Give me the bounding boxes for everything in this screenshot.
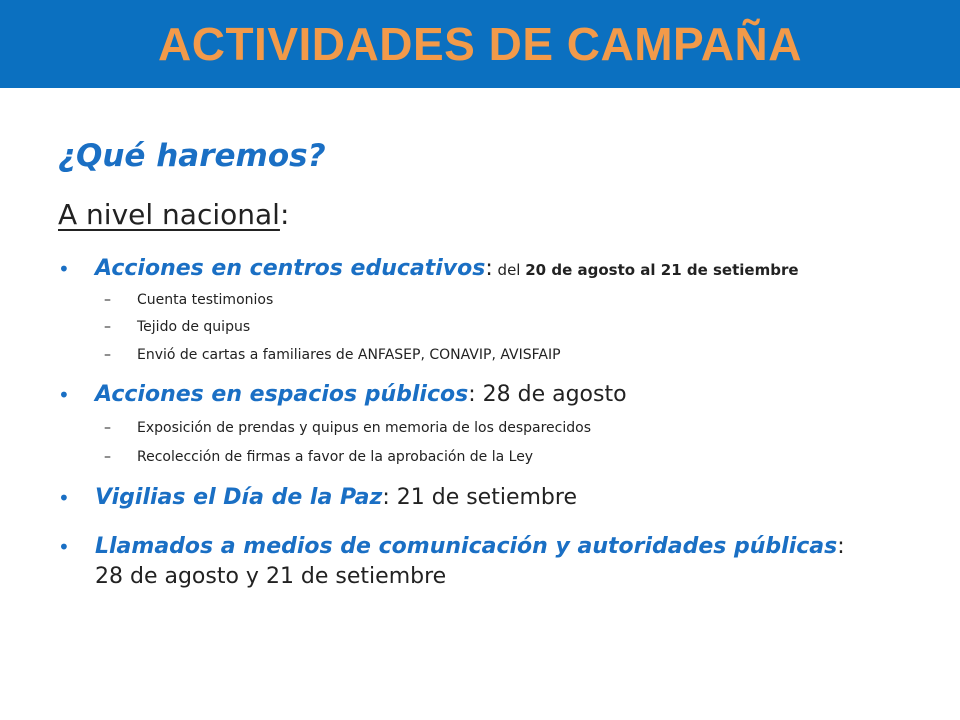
title-bar: [0, 0, 960, 88]
dash-glyph: –: [104, 449, 111, 465]
bullet-prefix: del: [492, 261, 526, 279]
bullet-item: [58, 483, 577, 513]
bullet-glyph: •: [58, 535, 70, 559]
bullet-colon: :: [468, 382, 476, 407]
sub-item: [104, 418, 591, 438]
level-colon: :: [279, 198, 290, 231]
bullet-text: [95, 380, 627, 410]
bullet-glyph: •: [58, 257, 70, 281]
sub-item: [104, 447, 533, 467]
bullet-text: [95, 532, 845, 592]
bullet-title: Llamados a medios de comunicación y autoridades públicas: [95, 534, 838, 559]
sub-item: [104, 317, 250, 337]
bullet-text: [95, 483, 577, 513]
bullet-item: [58, 380, 627, 410]
bullet-detail: 28 de agosto: [475, 382, 627, 407]
sub-item-text: Tejido de quipus: [137, 319, 251, 335]
bullet-detail: 20 de agosto al 21 de setiembre: [525, 261, 799, 279]
bullet-title: Vigilias el Día de la Paz: [95, 485, 383, 510]
sub-item: [104, 290, 273, 310]
bullet-detail: 28 de agosto y 21 de setiembre: [95, 564, 447, 589]
bullet-colon: :: [837, 534, 845, 559]
sub-item-text: Recolección de firmas a favor de la aprobación de la Ley: [137, 449, 534, 465]
sub-item: [104, 345, 561, 365]
bullet-item: [58, 254, 799, 285]
bullet-glyph: •: [58, 383, 70, 407]
bullet-title: Acciones en centros educativos: [95, 256, 486, 281]
bullet-colon: :: [485, 256, 493, 281]
bullet-text: [95, 254, 799, 285]
level-label: A nivel nacional: [58, 198, 280, 231]
dash-glyph: –: [104, 420, 111, 436]
bullet-colon: :: [382, 485, 390, 510]
dash-glyph: –: [104, 319, 111, 335]
level-heading: [58, 198, 289, 231]
section-question: ¿Qué haremos?: [58, 138, 326, 174]
dash-glyph: –: [104, 292, 111, 308]
sub-item-text: Envió de cartas a familiares de ANFASEP, CONAVIP, AVISFAIP: [137, 347, 561, 363]
sub-item-text: Cuenta testimonios: [137, 292, 274, 308]
bullet-item: [58, 532, 845, 592]
sub-item-text: Exposición de prendas y quipus en memoria de los desparecidos: [137, 420, 591, 436]
bullet-glyph: •: [58, 486, 70, 510]
bullet-detail: 21 de setiembre: [389, 485, 577, 510]
slide-title: ACTIVIDADES DE CAMPAÑA: [158, 18, 802, 70]
bullet-title: Acciones en espacios públicos: [95, 382, 469, 407]
dash-glyph: –: [104, 347, 111, 363]
